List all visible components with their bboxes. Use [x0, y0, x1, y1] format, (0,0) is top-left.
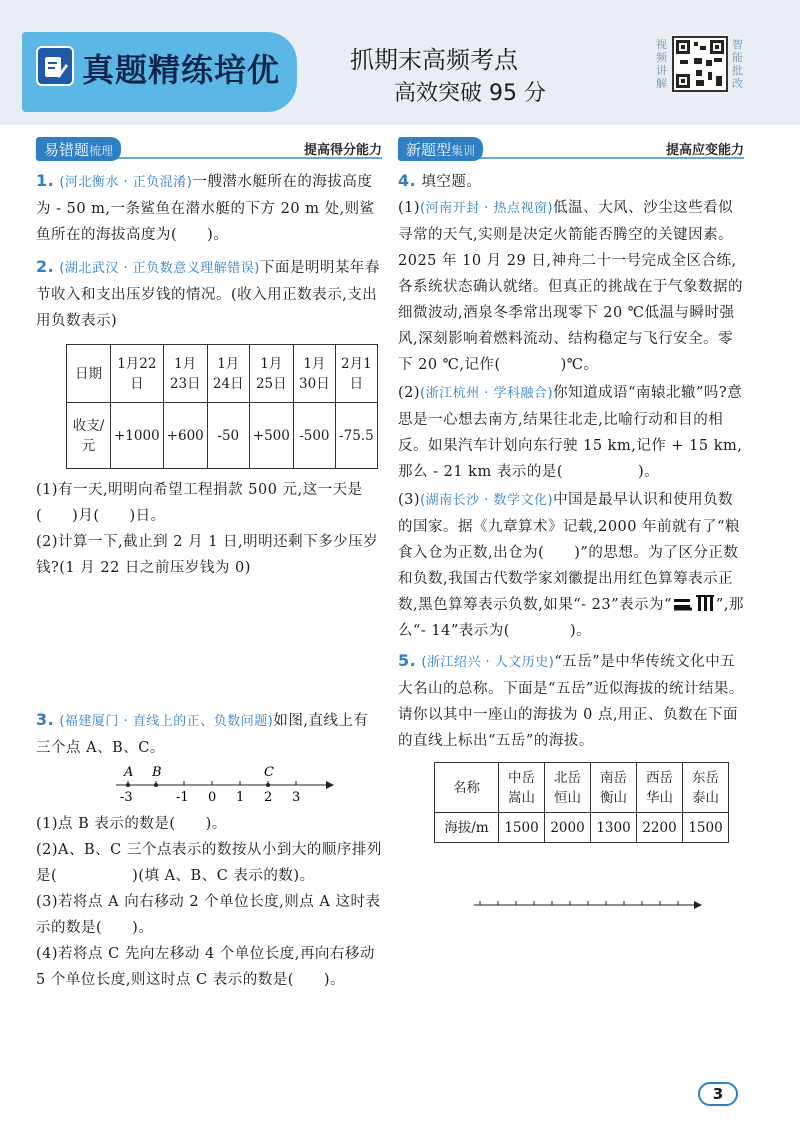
sub-label: (2) — [398, 385, 421, 401]
tick-label: 0 — [208, 790, 217, 805]
table-cell: 收支/元 — [67, 403, 111, 469]
point-c — [266, 783, 270, 787]
question-source: (河南开封 · 热点视窗) — [420, 201, 554, 216]
table-cell: 2月1日 — [335, 345, 377, 403]
section-tag: 新题型集训 — [398, 137, 483, 161]
question-4-part2 — [398, 380, 744, 485]
question-text: 如图,直线上有三个点 A、B、C。 — [36, 713, 369, 756]
question-source: (湖南长沙 · 数学文化) — [420, 493, 554, 508]
table-cell: 1月23日 — [163, 345, 207, 403]
qr-caption-right: 智能批改 — [732, 38, 743, 90]
section-subtitle: 提高应变能力 — [665, 143, 744, 158]
table-cell: 西岳华山 — [637, 763, 683, 813]
table-cell: 1500 — [499, 813, 545, 843]
page-header — [0, 0, 800, 125]
sub-question: (2)A、B、C 三个点表示的数按从小到大的顺序排列是( )(填 A、B、C 表示的数)。 — [36, 842, 382, 884]
question-number: 2. — [36, 257, 55, 276]
table-cell: 海拔/m — [435, 813, 499, 843]
point-label: A — [124, 765, 134, 780]
table-row — [435, 763, 729, 813]
table-cell: 1300 — [591, 813, 637, 843]
table-cell: 1月22日 — [111, 345, 164, 403]
left-section-head — [36, 137, 382, 161]
question-3-sub — [36, 811, 382, 993]
question-1 — [36, 168, 382, 248]
question-text: “五岳”是中华传统文化中五大名山的总称。下面是“五岳”近似海拔的统计结果。请你以其中一座山的海拔为 0 点,用正、负数在下面的直线上标出“五岳”的海拔。 — [398, 654, 744, 749]
point-a — [126, 783, 130, 787]
table-cell: 中岳嵩山 — [499, 763, 545, 813]
table-cell: 北岳恒山 — [545, 763, 591, 813]
question-text: ”,那么“- 14”表示为( )。 — [398, 597, 744, 639]
tick-label: 2 — [264, 790, 273, 805]
table-row — [67, 345, 378, 403]
point-b — [154, 783, 158, 787]
question-text: 下面是明明某年春节收入和支出压岁钱的情况。(收入用正数表示,支出用负数表示) — [36, 260, 380, 329]
table-cell: 南岳衡山 — [591, 763, 637, 813]
brand-title: 真题精练培优 — [82, 51, 281, 89]
question-number: 4. — [398, 171, 417, 190]
tick-label: 1 — [236, 790, 245, 805]
table-row — [67, 403, 378, 469]
table-row — [435, 813, 729, 843]
slogan-line2: 高效突破 95 分 — [394, 81, 546, 106]
table-cell: 1月30日 — [293, 345, 335, 403]
question-number: 1. — [36, 171, 55, 190]
question-4 — [398, 168, 744, 195]
mountain-table — [434, 762, 729, 843]
sub-question: (1)点 B 表示的数是( )。 — [36, 816, 227, 832]
question-5 — [398, 648, 744, 754]
question-source: (浙江杭州 · 学科融合) — [420, 386, 554, 401]
table-cell: 2000 — [545, 813, 591, 843]
blank-number-line — [398, 891, 744, 915]
question-4-part3 — [398, 487, 744, 644]
slogan-line1: 抓期末高频考点 — [350, 46, 518, 74]
sub-question: (4)若将点 C 先向左移动 4 个单位长度,再向右移动 5 个单位长度,则这时点 C 表示的数是( )。 — [36, 946, 375, 988]
table-cell: 东岳泰山 — [683, 763, 729, 813]
money-table — [66, 344, 378, 469]
table-cell: -75.5 — [335, 403, 377, 469]
question-source: (湖北武汉 · 正负数意义理解错误) — [59, 261, 260, 276]
table-cell: 日期 — [67, 345, 111, 403]
pencil-icon — [36, 46, 74, 86]
table-cell: +600 — [163, 403, 207, 469]
question-2 — [36, 254, 382, 334]
section-subtitle: 提高得分能力 — [303, 143, 382, 158]
question-text: 低温、大风、沙尘这些看似寻常的天气,实则是决定火箭能否腾空的关键因素。2025 年 10 月 29 日,神舟二十一号完成全区合练,各系统状态确认就绪。但真正的挑战在于气象数据的细微波动,酒泉冬季常出现零下 20 ℃低温与瞬时强风,深刻影响着燃料流动、结构稳定与飞行安全。零下 20 ℃,记作( )℃。 — [398, 200, 743, 373]
tick-label: 3 — [292, 790, 301, 805]
question-number: 5. — [398, 651, 417, 670]
counting-rods-icon — [672, 594, 716, 612]
table-cell: +500 — [249, 403, 293, 469]
right-column — [398, 168, 744, 915]
table-cell: 名称 — [435, 763, 499, 813]
question-text: 填空题。 — [421, 174, 482, 190]
question-text: 中国是最早认识和使用负数的国家。据《九章算术》记载,2000 年前就有了“粮食入仓为正数,出仓为( )”的思想。为了区分正数和负数,我国古代数学家刘徽提出用红色算筹表示正数,黑色算筹表示负数,如果“- 23”表示为“ — [398, 492, 741, 613]
table-cell: -500 — [293, 403, 335, 469]
question-source: (河北衡水 · 正负混淆) — [59, 175, 193, 190]
question-source: (福建厦门 · 直线上的正、负数问题) — [59, 714, 274, 729]
tick-label: -1 — [176, 790, 189, 805]
sub-question: (3)若将点 A 向右移动 2 个单位长度,则点 A 这时表示的数是( )。 — [36, 894, 381, 936]
sub-question: (2)计算一下,截止到 2 月 1 日,明明还剩下多少压岁钱?(1 月 22 日之前压岁钱为 0) — [36, 534, 379, 576]
question-3 — [36, 707, 382, 761]
sub-question: (1)有一天,明明向希望工程捐款 500 元,这一天是( )月( )日。 — [36, 482, 363, 524]
table-cell: 1月25日 — [249, 345, 293, 403]
sub-label: (3) — [398, 492, 421, 508]
table-cell: +1000 — [111, 403, 164, 469]
number-line-abc — [36, 763, 382, 809]
question-number: 3. — [36, 710, 55, 729]
question-text: 你知道成语“南辕北辙”吗?意思是一心想去南方,结果往北走,比喻行动和目的相反。如果汽车计划向东行驶 15 km,记作 + 15 km,那么 - 21 km 表示的是( )。 — [398, 385, 743, 480]
table-cell: 2200 — [637, 813, 683, 843]
question-text: 一艘潜水艇所在的海拔高度为 - 50 m,一条鲨鱼在潜水艇的下方 20 m 处,则鲨鱼所在的海拔高度为( )。 — [36, 174, 375, 243]
table-cell: 1500 — [683, 813, 729, 843]
point-label: C — [264, 765, 274, 780]
point-label: B — [152, 765, 162, 780]
left-column — [36, 168, 382, 993]
qr-code-icon[interactable] — [672, 36, 728, 92]
table-cell: 1月24日 — [207, 345, 249, 403]
question-4-part1 — [398, 195, 744, 378]
sub-label: (1) — [398, 200, 421, 216]
table-cell: -50 — [207, 403, 249, 469]
question-source: (浙江绍兴 · 人文历史) — [421, 655, 555, 670]
qr-caption-left: 视频讲解 — [656, 38, 667, 90]
right-section-head — [398, 137, 744, 161]
section-tag: 易错题梳理 — [36, 137, 121, 161]
tick-label: -3 — [120, 790, 133, 805]
page-number: 3 — [698, 1082, 738, 1106]
question-2-sub — [36, 477, 382, 581]
